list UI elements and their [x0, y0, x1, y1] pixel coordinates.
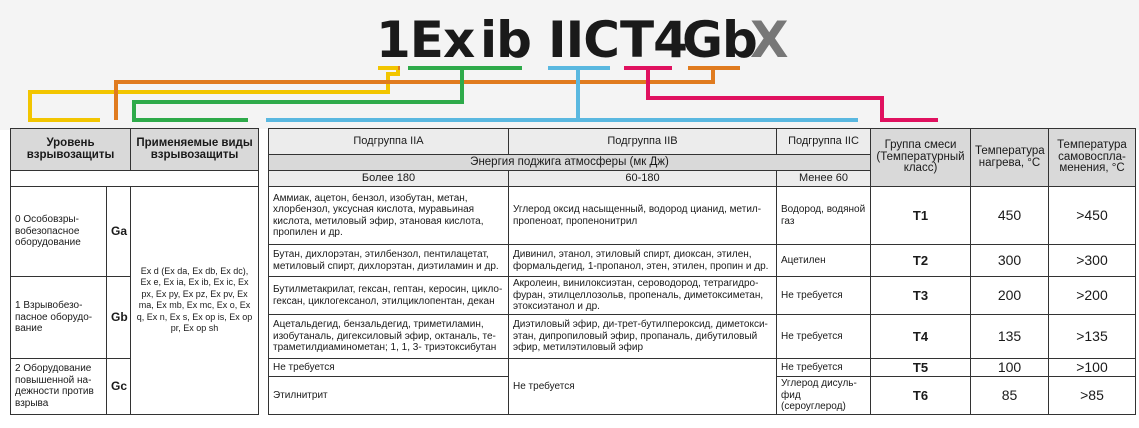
header-energy-mid: 60-180	[509, 171, 777, 187]
ignite-t3: >200	[1049, 277, 1136, 315]
cell-iia-t5: Не требуется	[269, 359, 509, 377]
cell-iia-t4: Ацетальдегид, бензальдегид, триметиламин, изобутаналь, дигексиловый эфир, октаналь, те-траметилдиаминометан; 1, 1, 3- триэтоксибутан	[269, 315, 509, 359]
connector-yellow	[30, 68, 398, 120]
level-2-label: 2 Оборудование повышенной на-дежности против взрыва	[11, 359, 107, 415]
level-1-code: Gb	[107, 277, 131, 359]
cell-iic-t6: Углерод дисуль-фид (сероуглерод)	[777, 377, 871, 415]
marking-part-ib: ib	[480, 11, 531, 69]
cell-iia-t3: Бутилметакрилат, гексан, гептан, керосин, цикло-гексан, циклогексанол, этилциклопентан, декан	[269, 277, 509, 315]
header-energy-low: Менее 60	[777, 171, 871, 187]
header-level: Уровень взрывозащиты	[11, 129, 131, 171]
heat-t6: 85	[971, 377, 1049, 415]
header-heat: Температура нагрева, °С	[971, 129, 1049, 187]
cell-iib-t5-t6: Не требуется	[509, 359, 777, 415]
heat-t3: 200	[971, 277, 1049, 315]
header-group: Группа смеси (Температурный класс)	[871, 129, 971, 187]
header-ignite: Температура самовоспла-менения, °С	[1049, 129, 1136, 187]
temp-class-t3: T3	[871, 277, 971, 315]
cell-iia-t1: Аммиак, ацетон, бензол, изобутан, метан, хлорбензол, уксусная кислота, муравьиная кислота, метиловый эфир, этановая кислота, пропилен и др.	[269, 187, 509, 245]
cell-iic-t2: Ацетилен	[777, 245, 871, 277]
level-0-label: 0 Особовзры-вобезопасное оборудование	[11, 187, 107, 277]
heat-t1: 450	[971, 187, 1049, 245]
ignite-t5: >100	[1049, 359, 1136, 377]
cell-iic-t3: Не требуется	[777, 277, 871, 315]
temp-class-t2: T2	[871, 245, 971, 277]
heat-t4: 135	[971, 315, 1049, 359]
level-2-code: Gc	[107, 359, 131, 415]
cell-iia-t6: Этилнитрит	[269, 377, 509, 415]
temp-class-t1: T1	[871, 187, 971, 245]
table-row	[11, 187, 1136, 245]
marking-part-t4: T4	[620, 11, 687, 69]
marking-part-1ex: 1Ex	[376, 11, 475, 69]
connector-lines	[0, 0, 1139, 130]
header-types: Применяемые виды взрывозащиты	[131, 129, 259, 171]
ignite-t6: >85	[1049, 377, 1136, 415]
cell-iib-t4: Диэтиловый эфир, ди-трет-бутилпероксид, диметокси-этан, дипропиловый эфир, пропаналь, дибутиловый эфир, метилэтиловый эфир	[509, 315, 777, 359]
level-1-label: 1 Взрывобезо-пасное оборудо-вание	[11, 277, 107, 359]
marking-part-gb: Gb	[682, 11, 757, 69]
cell-iib-t1: Углерод оксид насыщенный, водород цианид, метил-пропеноат, пропенонитрил	[509, 187, 777, 245]
header-iia: Подгруппа IIA	[269, 129, 509, 155]
temp-class-t6: T6	[871, 377, 971, 415]
ignite-t1: >450	[1049, 187, 1136, 245]
cell-iib-t2: Дивинил, этанол, этиловый спирт, диоксан, этилен, формальдегид, 1-пропанол, этен, этилен, пропин и др.	[509, 245, 777, 277]
marking-part-x: X	[750, 11, 788, 69]
temp-class-t4: T4	[871, 315, 971, 359]
cell-iic-t1: Водород, водяной газ	[777, 187, 871, 245]
heat-t2: 300	[971, 245, 1049, 277]
header-energy-high: Более 180	[269, 171, 509, 187]
cell-iic-t5: Не требуется	[777, 359, 871, 377]
explosion-protection-table	[10, 128, 1136, 415]
header-iic: Подгруппа IIC	[777, 129, 871, 155]
protection-types: Ex d (Ex da, Ex db, Ex dc), Ex e, Ex ia, Ex ib, Ex ic, Ex px, Ex py, Ex pz, Ex pv, Ex ma, Ex mb, Ex mc, Ex o, Ex q, Ex n, Ex s, Ex op is, Ex op pr, Ex op sh	[131, 187, 259, 415]
cell-iib-t3: Акролеин, винилоксиэтан, сероводород, тетрагидро-фуран, этилцеллозольв, пропеналь, диметоксиметан, этоксиэтанол и др.	[509, 277, 777, 315]
connector-orange	[116, 70, 713, 120]
level-0-code: Ga	[107, 187, 131, 277]
ignite-t4: >135	[1049, 315, 1136, 359]
ignite-t2: >300	[1049, 245, 1136, 277]
header-iib: Подгруппа IIB	[509, 129, 777, 155]
cell-iic-t4: Не требуется	[777, 315, 871, 359]
temp-class-t5: T5	[871, 359, 971, 377]
heat-t5: 100	[971, 359, 1049, 377]
cell-iia-t2: Бутан, дихлорэтан, этилбензол, пентилацетат, метиловый спирт, дихлорэтан, диэтиламин и др.	[269, 245, 509, 277]
header-energy: Энергия поджига атмосферы (мк Дж)	[269, 155, 871, 171]
marking-part-iic: IIC	[548, 11, 619, 69]
